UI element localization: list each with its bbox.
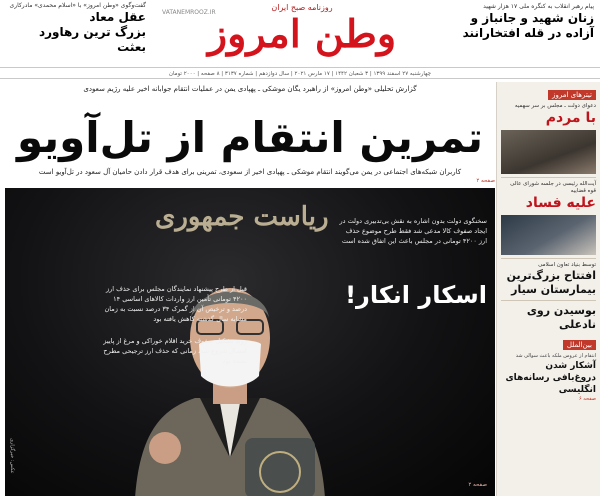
right-teaser-headline: زنان شهید و جانباز و آزاده در قله افتخارانند [462, 11, 594, 40]
sidebar-item-headline: با مردم [545, 110, 596, 126]
photo-caption-right: سخنگوی دولت بدون اشاره به نقش بی‌تدبیری دولت در ایجاد صفوف کالا مدعی شد فقط طرح موضوع حذف ارز ۴۲۰۰ تومانی در مجلس باعث این اتفاق شده است [339, 217, 487, 245]
sidebar-item-headline: آشکار شدن دروغ‌بافی رسانه‌های انگلیسی [505, 361, 596, 395]
sidebar-item-3[interactable] [497, 262, 600, 297]
masthead-tagline: روزنامه صبح ایران [271, 3, 333, 12]
left-teaser-kicker: گفت‌وگوی «وطن امروز» با «اسلام محمدی» مادرکاری [9, 2, 146, 9]
sign-text: ریاست جمهوری [155, 202, 329, 232]
sidebar-item-kicker: آیت‌الله رئیسی در جلسه شورای عالی قوه قضاییه [510, 181, 596, 194]
sidebar-item-5[interactable] [497, 353, 600, 402]
sidebar-photo-raisi [501, 215, 596, 255]
masthead-site: VATANEMROOZ.IR [162, 9, 216, 16]
right-teaser[interactable] [446, 2, 594, 41]
photo-credit: عکس: خبرگزاری [9, 438, 15, 474]
sidebar-item-headline: علیه فساد [525, 195, 596, 211]
masthead-name: وطن امروز [207, 11, 397, 56]
photo-story[interactable] [5, 188, 495, 496]
sidebar-item-2[interactable] [497, 181, 600, 212]
sidebar-page-ref: صفحه ۶ [579, 396, 596, 402]
photo-caption-left-2: روند تشکیل صفوف خرید اقلام خوراکی و مرغ از پاییز امسال شروع شد، زمانی که حذف ارز ترجیحی مطرح نشده بود [103, 337, 247, 365]
sidebar-item-headline: بوسیدن روی نادعلی [526, 304, 596, 331]
sidebar-item-4[interactable] [497, 304, 600, 332]
sidebar-item-headline: افتتاح بزرگ‌ترین بیمارستان سیار [506, 269, 596, 296]
left-teaser-headline-2: بزرگ ترین رهاورد بعثت [38, 25, 146, 54]
photo-headline: اسکار انکار! [345, 281, 487, 309]
sidebar-item-1[interactable] [497, 103, 600, 127]
sidebar-item-kicker: انتقام از عروس ملکه باعث سوالی شد [515, 353, 596, 359]
main-kicker: گزارش تحلیلی «وطن امروز» از راهبرد یگان موشکی ـ پهپادی یمن در عملیات انتقام جوابانه اخیر علیه رژیم سعودی [83, 85, 417, 93]
masthead [0, 0, 600, 68]
photo-page-ref: صفحه ۲ [468, 482, 487, 488]
main-headline[interactable]: تمرین انتقام از تل‌آویو [16, 113, 484, 162]
photo-caption-left-1: قبل از طرح پیشنهاد نمایندگان مجلس برای حذف ارز ۴۲۰۰ تومانی تأمین ارز واردات کالاهای اساسی ۱۴ درصد و ترخیص آن از گمرک ۳۴ درصد نسبت به زمان مشابه سال گذشته کاهش یافته بود [104, 285, 247, 323]
divider [501, 300, 596, 301]
left-teaser-headline-1: عقل معاد [89, 10, 146, 24]
sidebar-item-kicker: دعوای دولت ـ مجلس بر سر سهمیه [514, 103, 596, 109]
divider [501, 258, 596, 259]
sidebar-item-kicker: توسط بنیاد تعاون اسلامی [538, 262, 596, 268]
sidebar-tag-international: بین‌الملل [563, 340, 596, 350]
main-page-ref: صفحه ۲ [476, 178, 495, 184]
main-subhead: کاربران شبکه‌های اجتماعی در یمن می‌گویند انتقام موشکی ـ پهپادی اخیر از سعودی، تمرینی برای هدف قرار دادن حامیان آل سعود در تل‌آویو است [38, 168, 462, 176]
dateline: چهارشنبه ۲۷ اسفند ۱۳۹۹ | ۳ شعبان ۱۴۴۲ | ۱۷ مارس ۲۰۲۱ | سال دوازدهم | شماره ۳۱۳۷ | ۸ صفحه | ۲۰۰۰ تومان [0, 69, 600, 79]
left-teaser[interactable] [6, 2, 146, 55]
sidebar-photo-crowd [501, 130, 596, 174]
sidebar-tag-today: تیترهای امروز [548, 90, 596, 100]
sidebar [496, 82, 600, 496]
divider [501, 177, 596, 178]
newspaper-logo [152, 3, 452, 63]
right-teaser-kicker: پیام رهبر انقلاب به کنگره ملی ۱۷ هزار شهید [483, 3, 594, 10]
